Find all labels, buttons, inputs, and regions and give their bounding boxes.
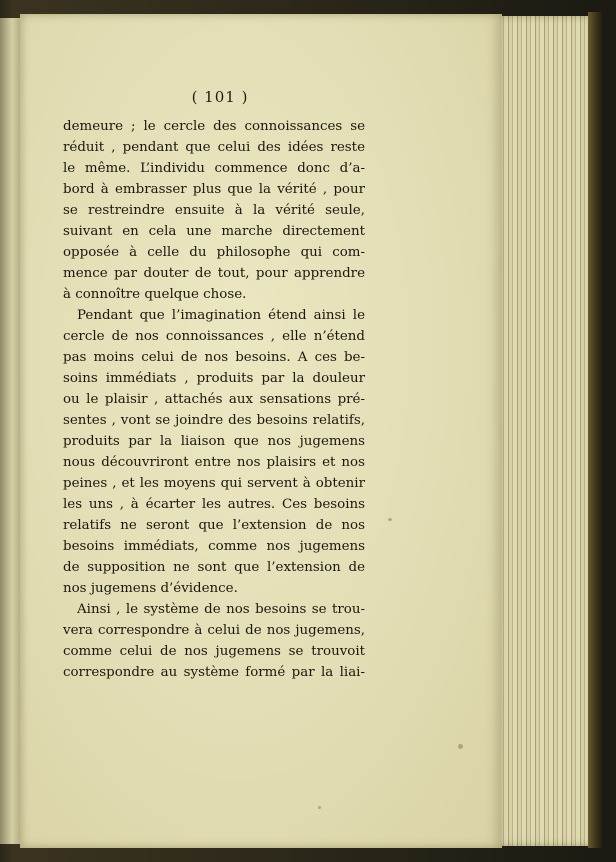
text-line: comme celui de nos jugemens se trouvoit [63, 644, 365, 659]
page-number: ( 101 ) [191, 88, 249, 106]
text-line: Ainsi , le système de nos besoins se trou- [77, 602, 365, 617]
text-line: demeure ; le cercle des connoissances se [63, 119, 365, 134]
text-line: bord à embrasser plus que la vérité , pour [63, 182, 365, 197]
text-line: sentes , vont se joindre des besoins relatifs, [63, 413, 365, 428]
text-line: opposée à celle du philosophe qui com- [63, 245, 365, 260]
ink-spot [318, 806, 321, 809]
text-line: nos jugemens d’évidence. [63, 581, 238, 596]
page-fore-edge [500, 16, 592, 846]
text-line: mence par douter de tout, pour apprendre [63, 266, 365, 281]
body-text [63, 116, 365, 683]
text-line: vera correspondre à celui de nos jugemens, [63, 623, 365, 638]
facing-page-edge [0, 18, 21, 844]
text-line: relatifs ne seront que l’extension de nos [63, 518, 365, 533]
text-line: Pendant que l’imagination étend ainsi le [77, 308, 365, 323]
text-line: cercle de nos connoissances , elle n’étend [63, 329, 365, 344]
text-line: suivant en cela une marche directement [63, 224, 365, 239]
text-line: à connoître quelque chose. [63, 287, 247, 302]
text-line: ou le plaisir , attachés aux sensations pré- [63, 392, 365, 407]
text-line: produits par la liaison que nos jugemens [63, 434, 365, 449]
text-line: besoins immédiats, comme nos jugemens [63, 539, 365, 554]
text-line: peines , et les moyens qui servent à obtenir [63, 476, 365, 491]
text-line: nous découvriront entre nos plaisirs et nos [63, 455, 365, 470]
text-line: le même. L’individu commence donc d’a- [63, 161, 365, 176]
book-cover-edge [588, 12, 602, 848]
text-line: soins immédiats , produits par la douleur [63, 371, 365, 386]
text-line: pas moins celui de nos besoins. A ces be- [63, 350, 365, 365]
text-line: réduit , pendant que celui des idées reste [63, 140, 365, 155]
text-line: se restreindre ensuite à la vérité seule, [63, 203, 365, 218]
ink-spot [388, 518, 392, 521]
text-line: les uns , à écarter les autres. Ces besoins [63, 497, 365, 512]
text-line: de supposition ne sont que l’extension de [63, 560, 365, 575]
text-line: correspondre au système formé par la liai- [63, 665, 365, 680]
ink-spot [458, 744, 463, 749]
